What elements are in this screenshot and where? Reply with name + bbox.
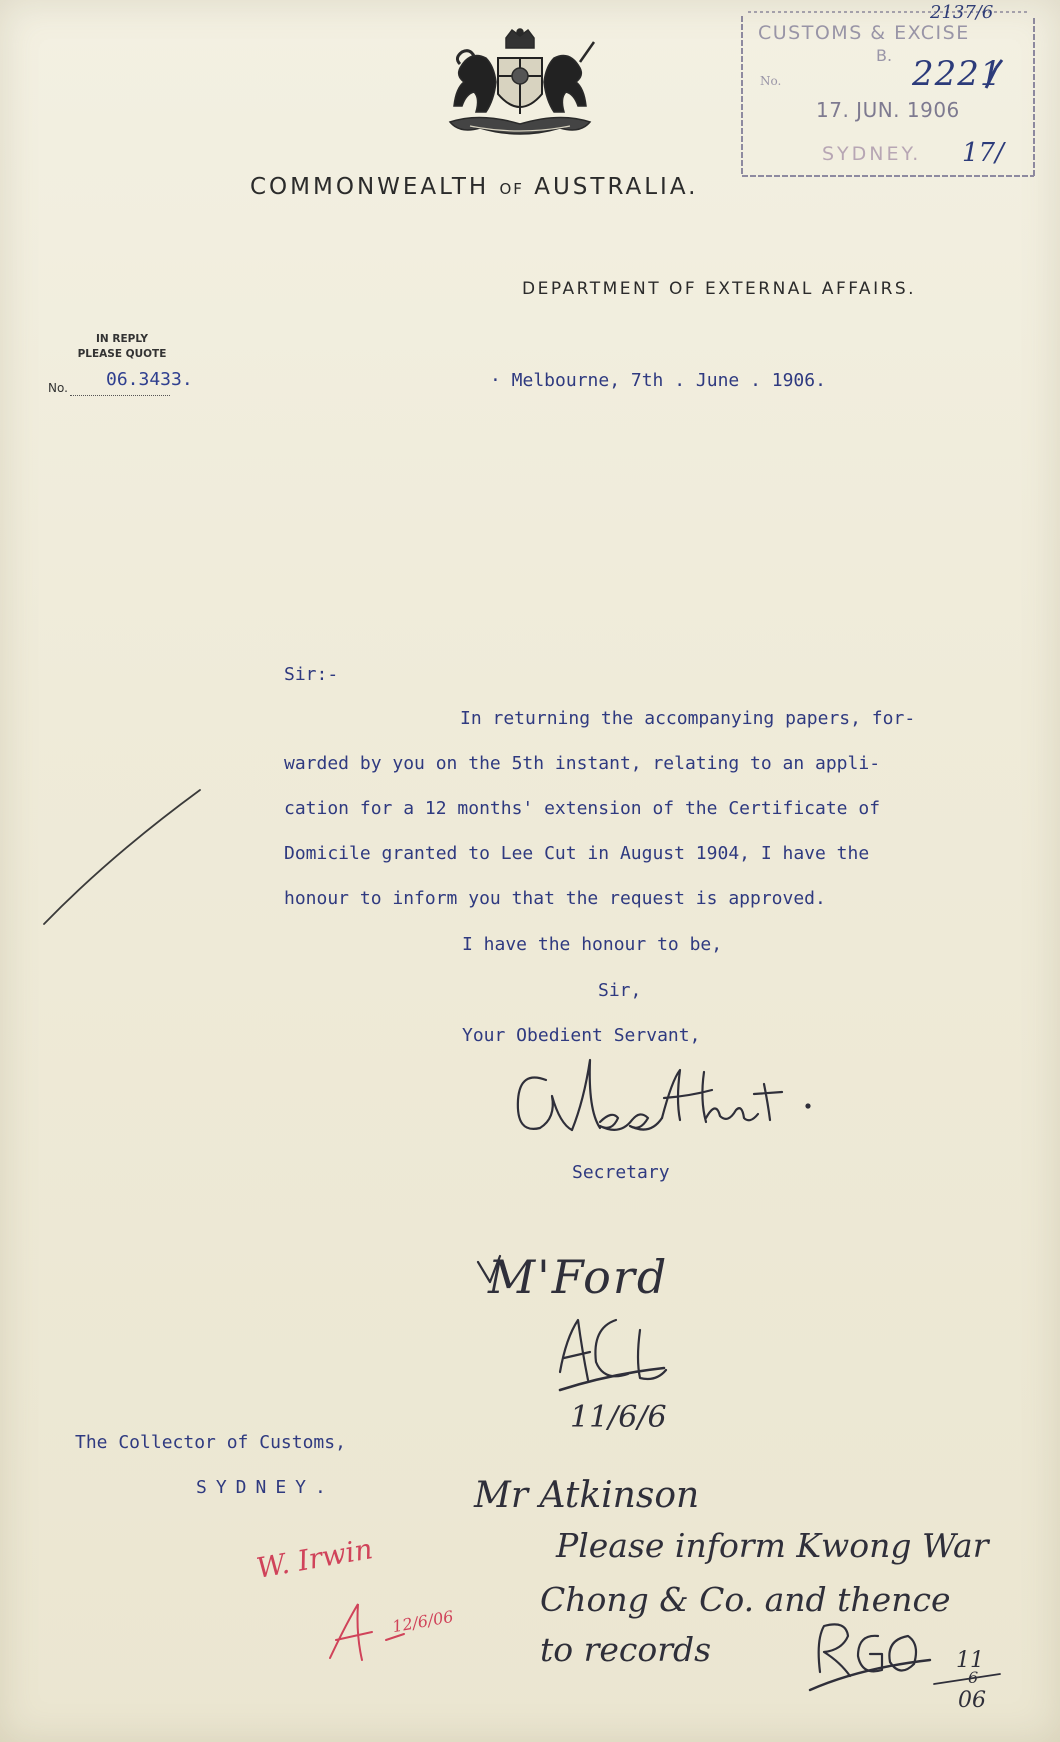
signatory-title: Secretary	[572, 1162, 670, 1183]
closing-line-servant: Your Obedient Servant,	[462, 1025, 701, 1046]
stamp-header: CUSTOMS & EXCISE	[758, 22, 970, 44]
salutation: Sir:-	[284, 664, 339, 685]
red-ink-date: 12/6/06	[390, 1606, 455, 1637]
annotation-note-line: to records	[540, 1630, 712, 1669]
body-line: Domicile granted to Lee Cut in August 1904, I have the	[284, 843, 870, 864]
reply-line-1: IN REPLY	[96, 333, 148, 345]
stamp-city: SYDNEY.	[822, 143, 922, 165]
closing-line-honour: I have the honour to be,	[462, 934, 723, 955]
stamp-date: 17. JUN. 1906	[816, 98, 960, 122]
reference-number: 06.3433.	[106, 369, 193, 390]
annotation-mr-ford: M'Ford	[488, 1250, 669, 1304]
body-line: In returning the accompanying papers, for-	[460, 708, 916, 729]
reply-instruction	[62, 332, 182, 362]
closing-line-sir: Sir,	[598, 980, 642, 1001]
annotation-sig-date-month: 6	[968, 1668, 979, 1687]
department-heading: DEPARTMENT OF EXTERNAL AFFAIRS.	[522, 279, 917, 299]
stamp-top-note: 2137/6	[930, 2, 994, 23]
letterhead-of: OF	[499, 180, 524, 198]
annotation-sig-date-year: 06	[958, 1688, 986, 1713]
stamp-initial: 17/	[962, 138, 1004, 168]
annotation-note-line: Please inform Kwong War	[556, 1526, 989, 1565]
annotation-note-line: Chong & Co. and thence	[540, 1580, 951, 1619]
customs-received-stamp	[740, 2, 1036, 182]
letterhead-commonwealth: COMMONWEALTH	[250, 174, 490, 200]
annotation-mr-atkinson: Mr Atkinson	[474, 1475, 700, 1516]
reply-line-2: PLEASE QUOTE	[77, 348, 167, 360]
body-line: cation for a 12 months' extension of the Certificate of	[284, 798, 881, 819]
reference-no-label: No.	[48, 381, 68, 395]
body-line: warded by you on the 5th instant, relating to an appli-	[284, 753, 881, 774]
body-line: honour to inform you that the request is approved.	[284, 888, 826, 909]
stamp-no-label: No.	[760, 74, 782, 88]
addressee-line: The Collector of Customs,	[75, 1432, 346, 1453]
red-ink-annotation: W. Irwin	[254, 1532, 376, 1585]
addressee-city: SYDNEY.	[196, 1477, 335, 1498]
annotation-sig-date-day: 11	[956, 1648, 984, 1673]
letter-date: · Melbourne, 7th . June . 1906.	[490, 370, 826, 391]
stamp-number: 2221	[912, 54, 1003, 94]
coat-of-arms-icon	[440, 28, 600, 148]
annotation-date: 11/6/6	[570, 1400, 667, 1435]
letterhead-australia: AUSTRALIA.	[534, 174, 699, 200]
stamp-section: B.	[876, 46, 893, 65]
reference-dotted-line	[70, 395, 170, 396]
letterhead-title	[250, 174, 698, 200]
